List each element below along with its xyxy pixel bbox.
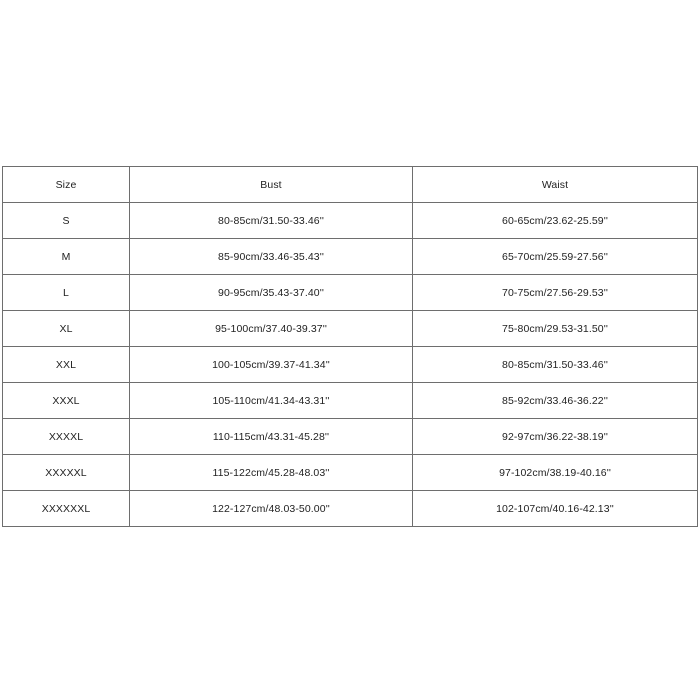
bust-cell: 105-110cm/41.34-43.31''	[130, 383, 413, 419]
table-row	[3, 311, 698, 347]
size-cell: XXXL	[3, 383, 130, 419]
header-waist: Waist	[413, 167, 698, 203]
bust-cell: 80-85cm/31.50-33.46''	[130, 203, 413, 239]
bust-cell: 122-127cm/48.03-50.00''	[130, 491, 413, 527]
waist-cell: 102-107cm/40.16-42.13''	[413, 491, 698, 527]
size-cell: M	[3, 239, 130, 275]
table-row	[3, 203, 698, 239]
size-chart-table	[2, 166, 698, 527]
table-row	[3, 491, 698, 527]
bust-cell: 90-95cm/35.43-37.40''	[130, 275, 413, 311]
header-row	[3, 167, 698, 203]
size-cell: S	[3, 203, 130, 239]
waist-cell: 60-65cm/23.62-25.59''	[413, 203, 698, 239]
waist-cell: 80-85cm/31.50-33.46''	[413, 347, 698, 383]
waist-cell: 75-80cm/29.53-31.50''	[413, 311, 698, 347]
table-row	[3, 347, 698, 383]
bust-cell: 110-115cm/43.31-45.28''	[130, 419, 413, 455]
table-row	[3, 239, 698, 275]
size-cell: L	[3, 275, 130, 311]
table-row	[3, 419, 698, 455]
size-cell: XL	[3, 311, 130, 347]
size-cell: XXXXL	[3, 419, 130, 455]
waist-cell: 92-97cm/36.22-38.19''	[413, 419, 698, 455]
size-cell: XXL	[3, 347, 130, 383]
header-bust: Bust	[130, 167, 413, 203]
bust-cell: 95-100cm/37.40-39.37''	[130, 311, 413, 347]
table-row	[3, 275, 698, 311]
header-size: Size	[3, 167, 130, 203]
waist-cell: 97-102cm/38.19-40.16''	[413, 455, 698, 491]
size-cell: XXXXXXL	[3, 491, 130, 527]
bust-cell: 100-105cm/39.37-41.34''	[130, 347, 413, 383]
bust-cell: 115-122cm/45.28-48.03''	[130, 455, 413, 491]
table-row	[3, 455, 698, 491]
waist-cell: 85-92cm/33.46-36.22''	[413, 383, 698, 419]
waist-cell: 65-70cm/25.59-27.56''	[413, 239, 698, 275]
waist-cell: 70-75cm/27.56-29.53''	[413, 275, 698, 311]
bust-cell: 85-90cm/33.46-35.43''	[130, 239, 413, 275]
size-cell: XXXXXL	[3, 455, 130, 491]
table-row	[3, 383, 698, 419]
